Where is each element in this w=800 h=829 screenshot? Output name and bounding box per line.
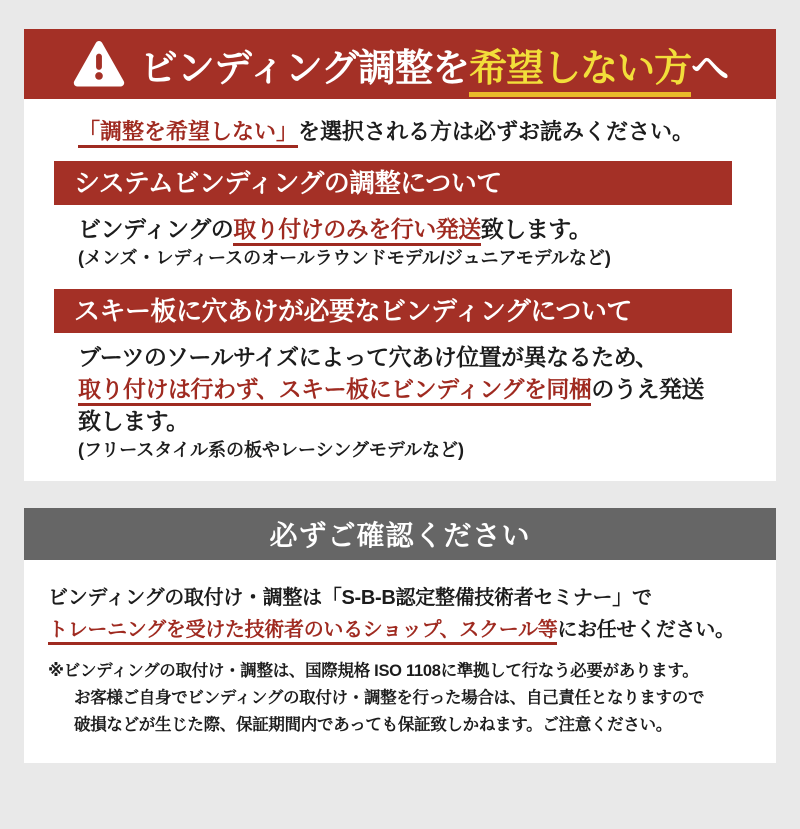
warning-banner	[24, 29, 776, 99]
section-title-bar-system: システムビンディングの調整について	[54, 161, 732, 205]
banner-title-post: へ	[691, 47, 729, 90]
confirm-line1: ビンディングの取付け・調整は「S-B-B認定整備技術者セミナー」で	[48, 587, 652, 609]
drill-body-line3: 致します。	[78, 408, 189, 434]
banner-title-pre: ビンディング調整を	[139, 47, 470, 90]
warning-triangle-icon	[72, 39, 126, 89]
intro-rest: を選択される方は必ずお読みください。	[298, 119, 695, 144]
footnote-line-1: ※ビンディングの取付け・調整は、国際規格 ISO 1108に準拠して行なう必要があります。	[48, 662, 699, 680]
system-note: (メンズ・レディースのオールラウンドモデル/ジュニアモデルなど)	[78, 248, 611, 268]
banner-title	[140, 37, 728, 92]
system-body-pre: ビンディングの	[78, 216, 234, 242]
footnote-line-2: お客様ご自身でビンディングの取付け・調整を行った場合は、自己責任となりますので	[74, 689, 705, 707]
confirm-line2	[48, 614, 752, 646]
drill-body-highlight: 取り付けは行わず、スキー板にビンディングを同梱	[78, 376, 591, 406]
footnote-line-3: 破損などが生じた際、保証期間内であっても保証致しかねます。ご注意ください。	[74, 716, 672, 734]
confirm-title-bar: 必ずご確認ください	[24, 508, 776, 560]
drill-body-line1: ブーツのソールサイズによって穴あけ位置が異なるため、	[78, 344, 658, 370]
notice-page	[0, 29, 800, 763]
intro-line	[54, 117, 732, 147]
banner-title-highlight: 希望しない方	[469, 48, 691, 97]
drill-body-post: のうえ発送	[591, 376, 704, 402]
section-title-bar-drill: スキー板に穴あけが必要なビンディングについて	[54, 289, 732, 333]
drill-body-line2	[54, 373, 732, 405]
intro-highlight: 「調整を希望しない」	[78, 119, 298, 148]
drill-note: (フリースタイル系の板やレーシングモデルなど)	[78, 440, 464, 460]
system-body-line	[54, 213, 732, 245]
confirm-card	[24, 560, 776, 763]
confirm-line2-rest: にお任せください。	[557, 619, 735, 641]
system-body-highlight: 取り付けのみを行い発送	[233, 216, 481, 246]
confirm-line2-highlight: トレーニングを受けた技術者のいるショップ、スクール等	[48, 619, 557, 645]
notice-card	[24, 99, 776, 481]
footnote-block	[48, 658, 752, 739]
system-body-post: 致します。	[480, 216, 592, 242]
